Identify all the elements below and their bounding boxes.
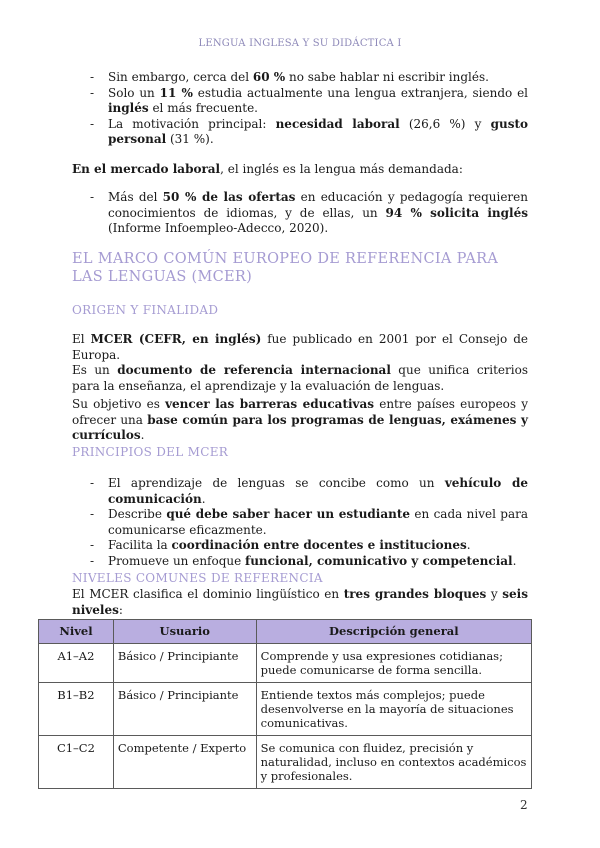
cell-usuario: Competente / Experto	[113, 736, 256, 789]
page-number: 2	[520, 798, 528, 812]
cell-descripcion: Entiende textos más complejos; puede desenvolverse en la mayoría de situaciones comunicativas.	[256, 683, 531, 736]
cell-nivel: C1–C2	[39, 736, 114, 789]
list-item: - Más del 50 % de las ofertas en educación y pedagogía requieren conocimientos de idiomas, y de ellas, un 94 % solicita inglés (Informe Infoempleo-Adecco, 2020).	[90, 190, 528, 235]
header-usuario: Usuario	[113, 620, 256, 644]
header-nivel: Nivel	[39, 620, 114, 644]
cell-nivel: B1–B2	[39, 683, 114, 736]
subheading-origen: ORIGEN Y FINALIDAD	[72, 303, 219, 317]
offers-list	[72, 190, 528, 237]
labor-market-paragraph: En el mercado laboral, el inglés es la lengua más demandada:	[72, 162, 463, 176]
cell-nivel: A1–A2	[39, 644, 114, 683]
subheading-principios: PRINCIPIOS DEL MCER	[72, 445, 229, 459]
cell-descripcion: Se comunica con fluidez, precisión y naturalidad, incluso en contextos académicos y profesionales.	[256, 736, 531, 789]
stats-list	[72, 70, 528, 148]
origen-paragraph-2: Su objetivo es vencer las barreras educativas entre países europeos y ofrecer una base común para los programas de lenguas, exámenes y currículos.	[72, 397, 529, 442]
cell-usuario: Básico / Principiante	[113, 644, 256, 683]
levels-table	[38, 619, 532, 789]
cell-descripcion: Comprende y usa expresiones cotidianas; puede comunicarse de forma sencilla.	[256, 644, 531, 683]
subheading-niveles: NIVELES COMUNES DE REFERENCIA	[72, 571, 323, 585]
table-row	[39, 683, 532, 736]
list-item: - Promueve un enfoque funcional, comunicativo y competencial.	[90, 553, 517, 568]
table-header-row	[39, 620, 532, 644]
section-heading-mcer: EL MARCO COMÚN EUROPEO DE REFERENCIA PARA LAS LENGUAS (MCER)	[72, 251, 499, 285]
cell-usuario: Básico / Principiante	[113, 683, 256, 736]
principios-list	[72, 476, 528, 569]
header-descripcion: Descripción general	[256, 620, 531, 644]
list-item: - La motivación principal: necesidad laboral (26,6 %) y gusto personal (31 %).	[90, 116, 528, 146]
table-row	[39, 644, 532, 683]
table-row	[39, 736, 532, 789]
list-item: - Facilita la coordinación entre docentes e instituciones.	[90, 538, 471, 552]
list-item: - El aprendizaje de lenguas se concibe como un vehículo de comunicación.	[90, 476, 529, 506]
running-header: LENGUA INGLESA Y SU DIDÁCTICA I	[198, 38, 402, 49]
list-item: - Solo un 11 % estudia actualmente una lengua extranjera, siendo el inglés el más frecuente.	[90, 85, 529, 115]
list-item: - Sin embargo, cerca del 60 % no sabe hablar ni escribir inglés.	[90, 70, 489, 84]
origen-paragraph-1: El MCER (CEFR, en inglés) fue publicado en 2001 por el Consejo de Europa. Es un documento de referencia internacional que unifica criterios para la enseñanza, el aprendizaje y la evaluación de lenguas.	[72, 332, 528, 393]
list-item: - Describe qué debe saber hacer un estudiante en cada nivel para comunicarse eficazmente.	[90, 507, 528, 537]
niveles-intro: El MCER clasifica el dominio lingüístico en tres grandes bloques y seis niveles:	[72, 587, 528, 617]
